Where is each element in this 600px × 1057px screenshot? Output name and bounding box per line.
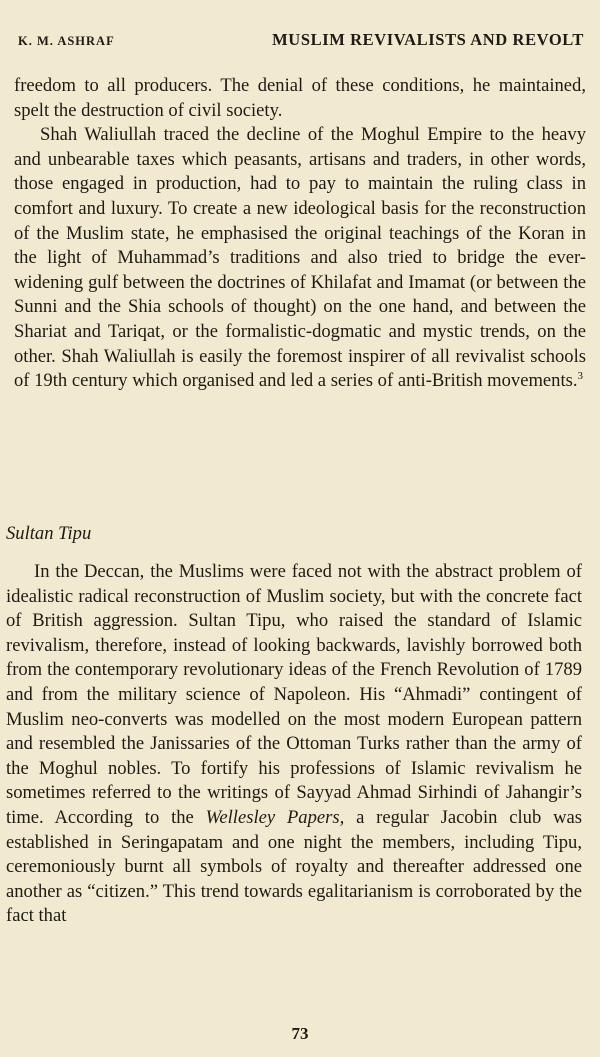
italic-title-wellesley-papers: Wellesley Papers, — [205, 806, 345, 828]
running-head — [14, 30, 586, 52]
running-head-title: MUSLIM REVIVALISTS AND REVOLT — [272, 30, 584, 49]
paragraph-text-part-1: In the Deccan, the Muslims were faced not with the abstract problem of idealistic radical reconstruction of Muslim society, but with the concrete fact of British aggression. Sultan Tipu, who raised the standard of Islamic revivalism, therefore, instead of looking backwards, lavishly borrowed both from the contemporary revolutionary ideas of the French Revolution of 1789 and from the military science of Napoleon. His “Ahmadi” contingent of Muslim neo-converts was modelled on the most modern European pattern and resembled the Janissaries of the Ottoman Turks rather than the army of the Moghul nobles. To fortify his professions of Islamic revivalism he sometimes referred to the writings of Sayyad Ahmad Sirhindi of Jahangir’s time. According to the — [6, 561, 582, 828]
running-head-author: K. M. ASHRAF — [18, 34, 115, 48]
page-number: 73 — [291, 1024, 309, 1043]
paragraph-sultan-tipu — [6, 560, 582, 929]
paragraph-text-part-2: a regular Jacobin club was established in Seringapatam and one night the members, including Tipu, ceremoniously burnt all symbols of royalty and thereafter addressed one another as “citizen.” This trend towards egalitarianism is corroborated by the fact that — [6, 806, 583, 927]
paragraph-shah-waliullah — [14, 123, 586, 394]
body-text — [14, 74, 586, 394]
paragraph-shah-waliullah-text: Shah Waliullah traced the decline of the Moghul Empire to the heavy and unbearable taxes which peasants, artisans and traders, in other words, those engaged in production, had to pay to maintain the ruling class in comfort and luxury. To create a new ideological basis for the reconstruction of the Muslim state, he emphasised the original teachings of the Koran in the light of Muhammad’s traditions and also tried to bridge the ever-widening gulf between the doctrines of Khilafat and Imamat (or between the Sunni and the Shia schools of thought) on the one hand, and between the Shariat and Tariqat, or the formalistic-dogmatic and mystic trends, on the other. Shah Waliullah is easily the foremost inspirer of all revivalist schools of 19th century which organised and led a series of anti-British movements. — [14, 124, 586, 392]
paragraph-continued: freedom to all producers. The denial of these conditions, he maintained, spelt the destruction of civil society. — [14, 75, 586, 121]
section-heading: Sultan Tipu — [6, 523, 92, 544]
section-body — [6, 560, 582, 929]
footnote-marker: 3 — [577, 369, 584, 382]
